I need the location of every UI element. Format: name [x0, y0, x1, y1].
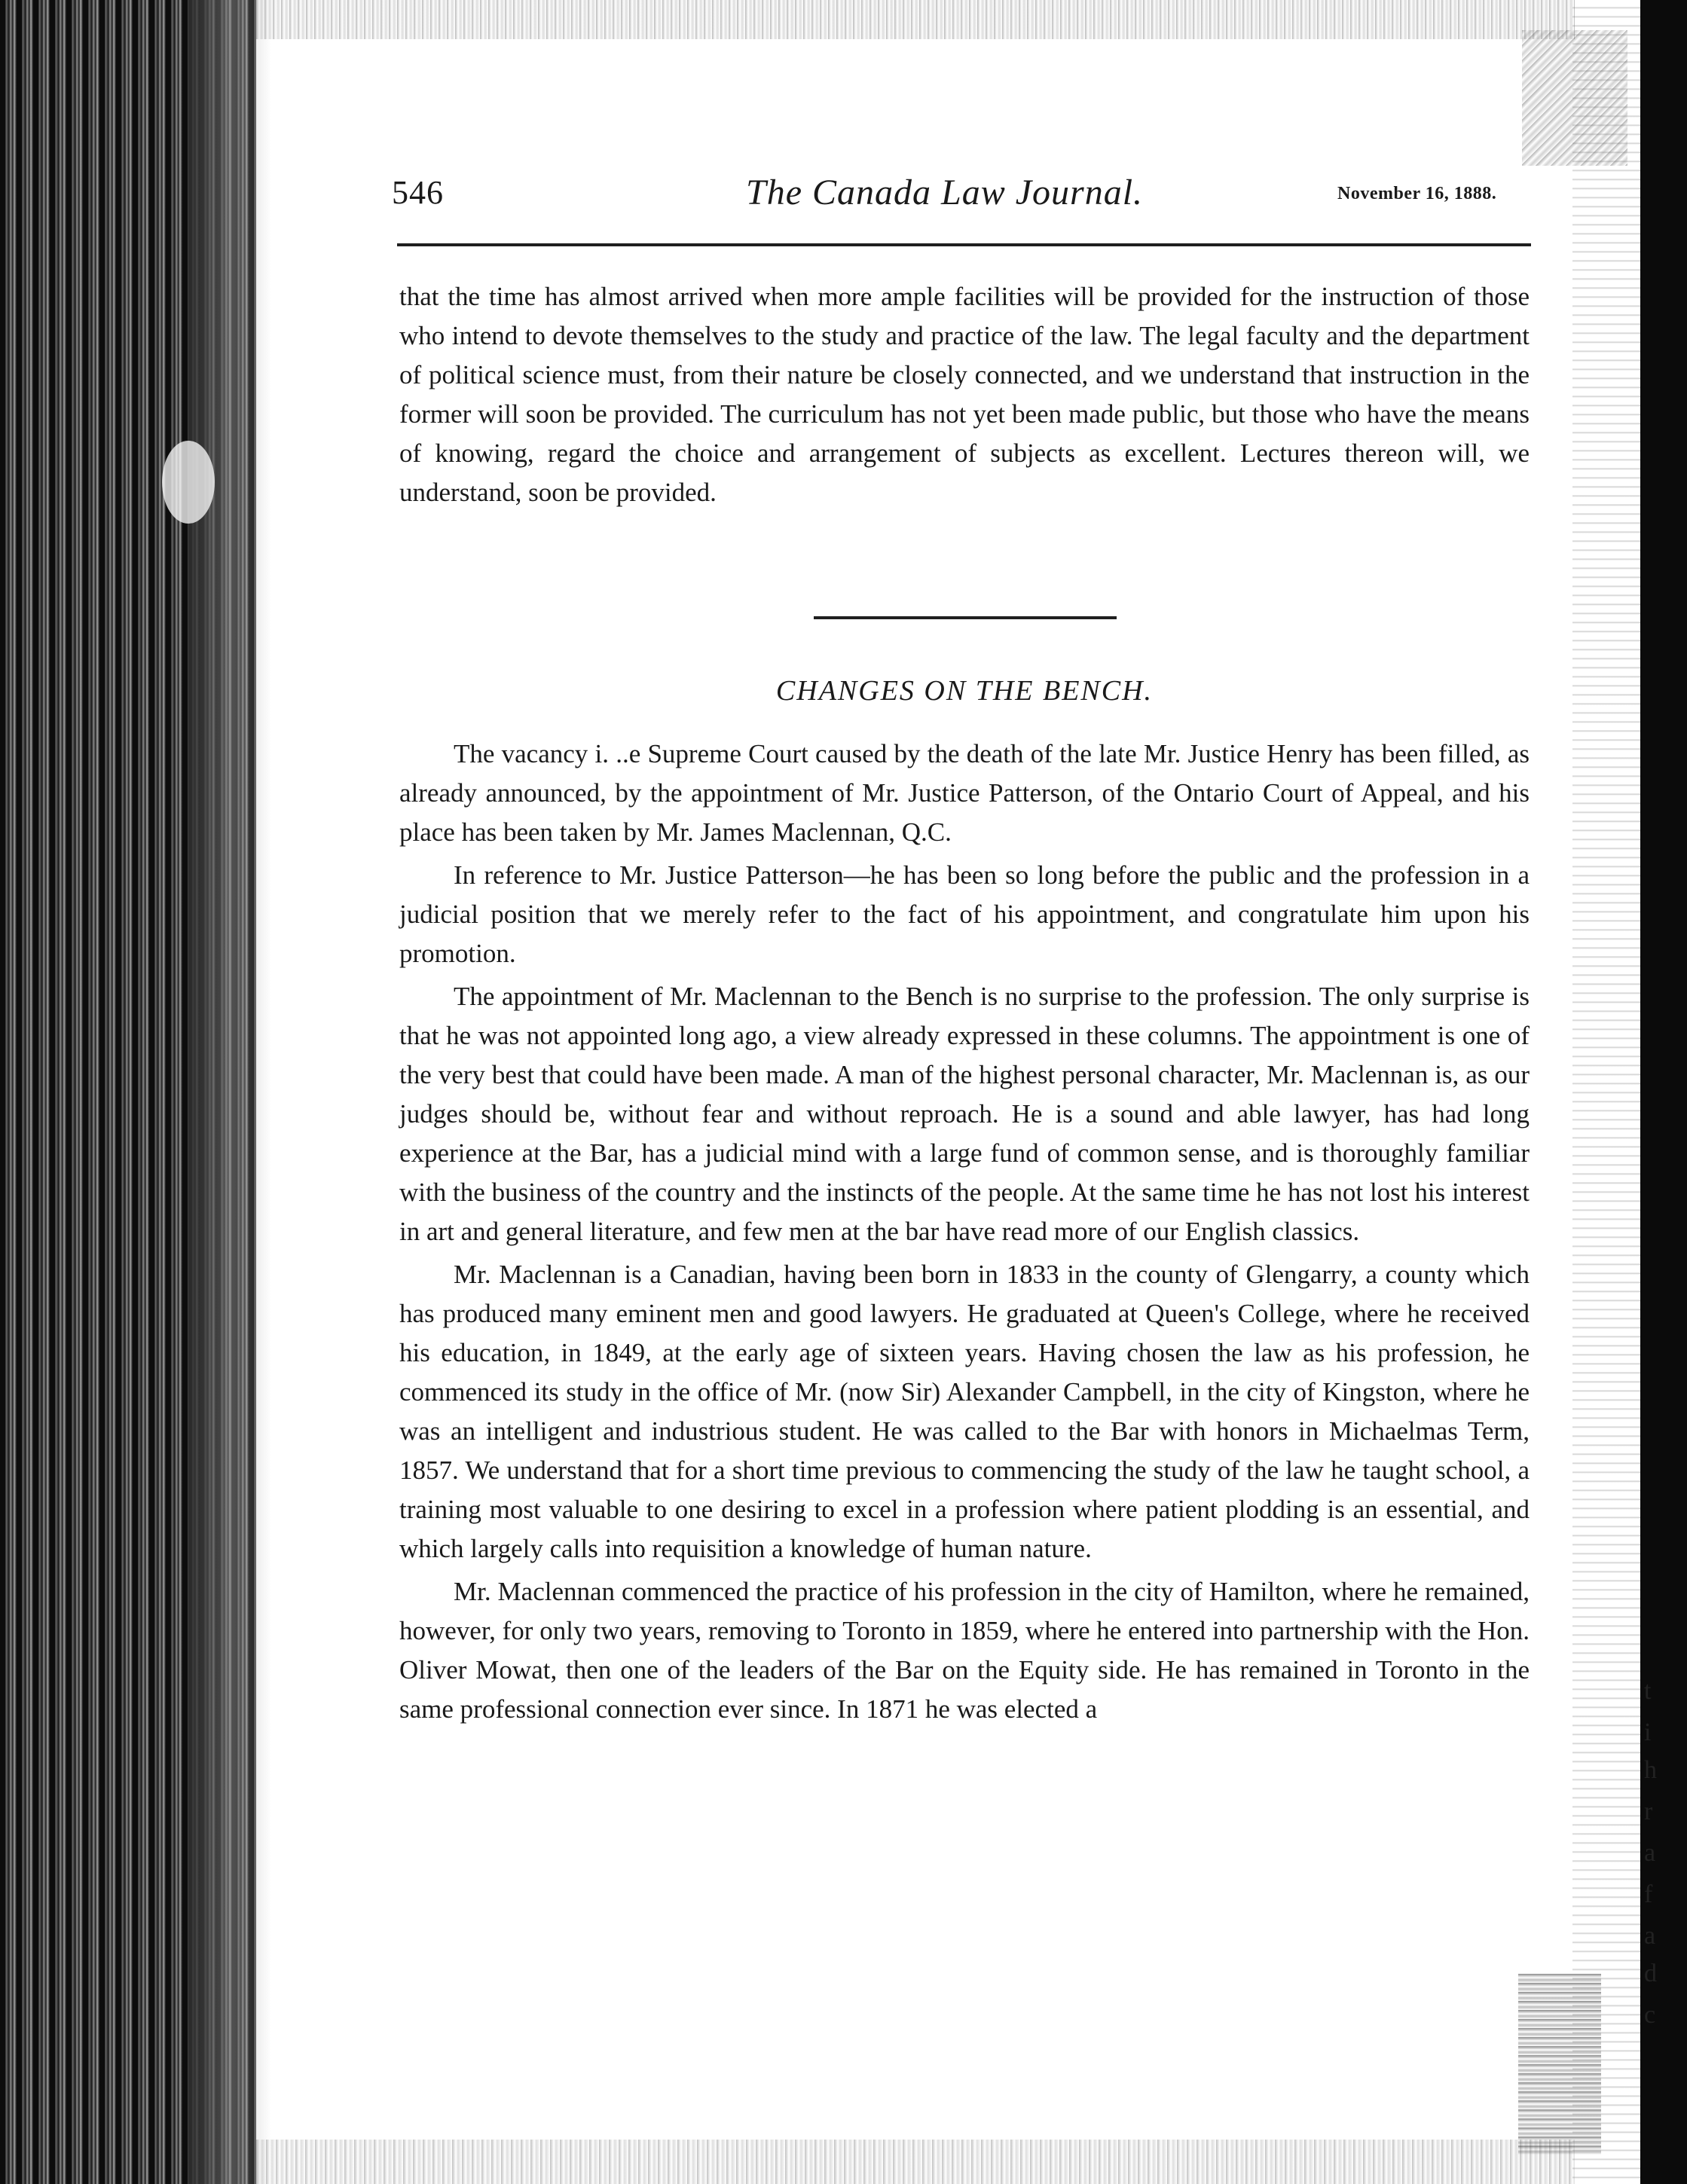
issue-date: November 16, 1888. — [1337, 184, 1497, 203]
next-page-letter: d — [1644, 1959, 1657, 1987]
article-paragraph: The vacancy i. ..e Supreme Court caused by the death of the late Mr. Justice Henry has been filled, as already announced, by the appointment of Mr. Justice Patterson, of the Ontario Court of Appeal, and his place has been taken by Mr. James Maclennan, Q.C. — [399, 739, 1530, 847]
article-body — [399, 735, 1530, 1733]
next-page-letter: a — [1644, 1922, 1656, 1950]
next-page-letter: r — [1644, 1798, 1653, 1825]
continued-paragraph: that the time has almost arrived when more ample facilities will be provided for the instruction of those who intend to devote themselves to the study and practice of the law. The legal faculty and the department of political science must, from their nature be closely connected, and we understand that instruction in the former will soon be provided. The curriculum has not yet been made public, but those who have the means of knowing, regard the choice and arrangement of subjects as excellent. Lectures thereon will, we understand, soon be provided. — [399, 282, 1530, 507]
section-heading: CHANGES ON THE BENCH. — [775, 675, 1154, 707]
next-page-letter: c — [1644, 2001, 1656, 2029]
article-paragraph: Mr. Maclennan commenced the practice of his profession in the city of Hamilton, where he remained, however, for only two years, removing to Toronto in 1859, where he entered into partnership with the Hon. Oliver Mowat, then one of the leaders of the Bar on the Equity side. He has remained in Toronto in the same professional connection ever since. In 1871 he was elected a — [399, 1577, 1530, 1724]
running-header — [392, 173, 1522, 218]
next-page-letter: t — [1644, 1677, 1652, 1705]
next-page-letter: f — [1644, 1880, 1653, 1908]
article-paragraph: In reference to Mr. Justice Patterson—he has been so long before the public and the profession in a judicial position that we merely refer to the fact of his appointment, and congratulate him upon his promotion. — [399, 860, 1530, 968]
article-paragraph: Mr. Maclennan is a Canadian, having been born in 1833 in the county of Glengarry, a county which has produced many eminent men and good lawyers. He graduated at Queen's College, where he received his education, in 1849, at the early age of sixteen years. Having chosen the law as his profession, he commenced its study in the office of Mr. (now Sir) Alexander Campbell, in the city of Kingston, where he was an intelligent and industrious student. He was called to the Bar with honors in Michaelmas Term, 1857. We understand that for a short time previous to commencing the study of the law he taught school, a training most valuable to one desiring to excel in a profession where patient plodding is an essential, and which largely calls into requisition a knowledge of human nature. — [399, 1260, 1530, 1563]
header-rule — [397, 243, 1531, 246]
next-page-letter: i — [1644, 1718, 1652, 1746]
next-page-letter: a — [1644, 1839, 1656, 1867]
section-divider — [814, 616, 1117, 619]
bottom-scan-edge — [256, 2140, 1575, 2184]
binding-gradient — [188, 0, 271, 2184]
next-page-letter: h — [1644, 1756, 1657, 1784]
binding-smudge — [162, 441, 215, 524]
article-paragraph: The appointment of Mr. Maclennan to the Bench is no surprise to the profession. The only surprise is that he was not appointed long ago, a view already expressed in these columns. The appointment is one of the very best that could have been made. A man of the highest personal character, Mr. Maclennan is, as our judges should be, without fear and without reproach. He is a sound and able lawyer, has had long experience at the Bar, has a judicial mind with a large fund of common sense, and is thoroughly familiar with the business of the country and the instincts of the people. At the same time he has not lost his interest in art and general literature, and few men at the bar have read more of our English classics. — [399, 982, 1530, 1246]
right-scan-speckle — [1572, 0, 1640, 2184]
top-scan-edge — [256, 0, 1575, 39]
journal-title: The Canada Law Journal. — [746, 173, 1144, 212]
page-number: 546 — [392, 174, 444, 211]
